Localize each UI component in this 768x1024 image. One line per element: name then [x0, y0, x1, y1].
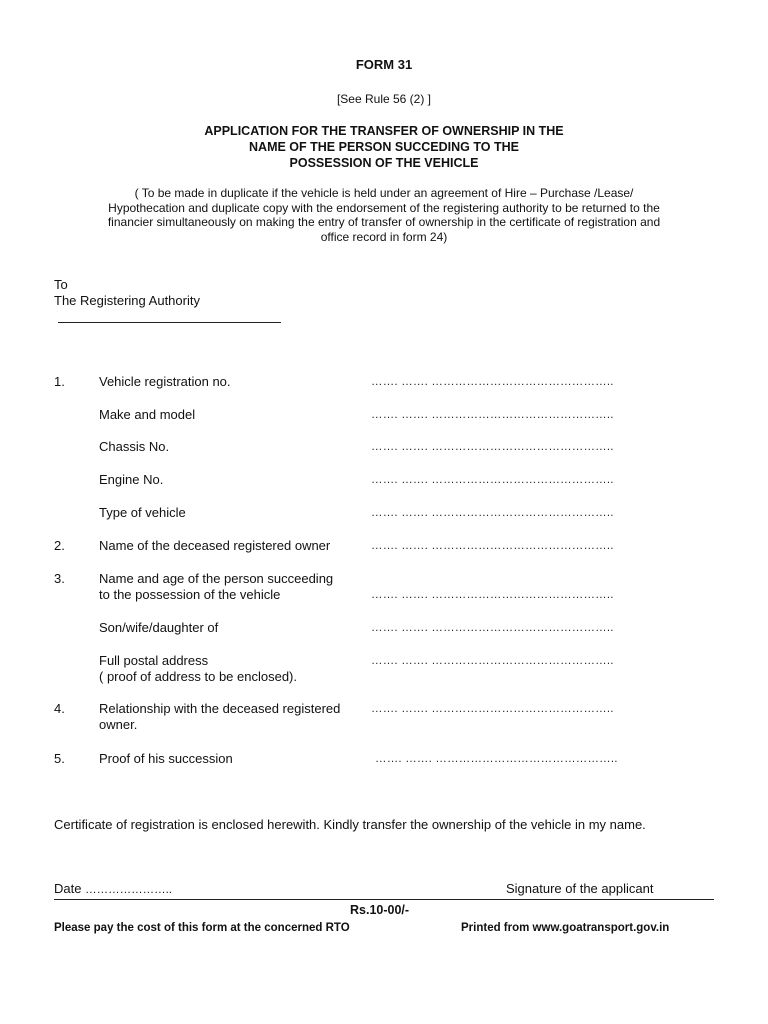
field-label-postal-address	[99, 653, 297, 685]
to-label: To	[54, 277, 68, 292]
field-label-registration-no: Vehicle registration no.	[99, 374, 231, 389]
printed-from-note: Printed from www.goatransport.gov.in	[461, 922, 670, 934]
field-label-make-model: Make and model	[99, 407, 196, 422]
certificate-statement: Certificate of registration is enclosed herewith. Kindly transfer the ownership of the vehicle in my name.	[54, 817, 646, 832]
field-label-line: Relationship with the deceased registered	[99, 701, 341, 716]
rule-reference: [See Rule 56 (2) ]	[336, 92, 432, 106]
field-blank-successor[interactable]: ……. ……. ………………………………………..	[371, 589, 614, 601]
field-blank-vehicle-type[interactable]: ……. ……. ………………………………………..	[371, 507, 614, 519]
note-line: office record in form 24)	[320, 229, 448, 244]
field-label-deceased-owner: Name of the deceased registered owner	[99, 538, 331, 553]
field-label-engine-no: Engine No.	[99, 472, 164, 487]
date-label: Date	[54, 881, 82, 896]
field-blank-relationship[interactable]: ……. ……. ………………………………………..	[371, 703, 614, 715]
field-blank-deceased-owner[interactable]: ……. ……. ………………………………………..	[371, 540, 614, 552]
payment-note: Please pay the cost of this form at the concerned RTO	[54, 922, 350, 934]
field-number: 5.	[54, 751, 65, 766]
field-blank-chassis-no[interactable]: ……. ……. ………………………………………..	[371, 441, 614, 453]
heading-line: POSSESSION OF THE VEHICLE	[289, 156, 479, 170]
field-label-relationship	[99, 701, 340, 733]
field-number: 3.	[54, 571, 65, 586]
note-line: ( To be made in duplicate if the vehicle is held under an agreement of Hire – Purchase /Lease/	[134, 186, 634, 200]
signature-label: Signature of the applicant	[506, 881, 654, 896]
field-number: 2.	[54, 538, 65, 553]
authority-blank-line[interactable]	[58, 322, 281, 323]
field-label-line: owner.	[99, 717, 138, 732]
registering-authority-label: The Registering Authority	[54, 293, 200, 308]
date-field	[54, 881, 172, 896]
field-label-line: ( proof of address to be enclosed).	[99, 669, 298, 684]
form-price: Rs.10-00/-	[350, 903, 410, 917]
field-label-vehicle-type: Type of vehicle	[99, 505, 186, 520]
heading-line: APPLICATION FOR THE TRANSFER OF OWNERSHIP IN THE	[204, 124, 564, 138]
field-number: 1.	[54, 374, 65, 389]
note-line: financier simultaneously on making the entry of transfer of ownership in the certificate of registration and	[107, 215, 661, 229]
field-label-line: Full postal address	[99, 653, 209, 668]
note-line: Hypothecation and duplicate copy with the endorsement of the registering authority to be returned to the	[108, 200, 660, 215]
field-blank-registration-no[interactable]: ……. ……. ………………………………………..	[371, 376, 614, 388]
instruction-note	[0, 186, 768, 244]
field-blank-postal-address[interactable]: ……. ……. ………………………………………..	[371, 655, 614, 667]
field-blank-relation-of[interactable]: ……. ……. ………………………………………..	[371, 622, 614, 634]
signature-divider	[54, 899, 714, 900]
form-number: FORM 31	[355, 57, 413, 72]
field-label-line: to the possession of the vehicle	[99, 587, 281, 602]
form-heading	[0, 123, 768, 171]
field-label-line: Name and age of the person succeeding	[99, 571, 334, 586]
field-number: 4.	[54, 701, 65, 716]
heading-line: NAME OF THE PERSON SUCCEDING TO THE	[249, 140, 519, 154]
field-label-successor	[99, 571, 333, 603]
field-blank-make-model[interactable]: ……. ……. ………………………………………..	[371, 409, 614, 421]
field-label-chassis-no: Chassis No.	[99, 439, 170, 454]
date-blank[interactable]: …………………..	[85, 884, 172, 896]
field-label-proof-of-succession: Proof of his succession	[99, 751, 233, 766]
field-blank-proof-of-succession[interactable]: ……. ……. ………………………………………..	[375, 753, 618, 765]
field-blank-engine-no[interactable]: ……. ……. ………………………………………..	[371, 474, 614, 486]
field-label-relation-of: Son/wife/daughter of	[99, 620, 219, 635]
